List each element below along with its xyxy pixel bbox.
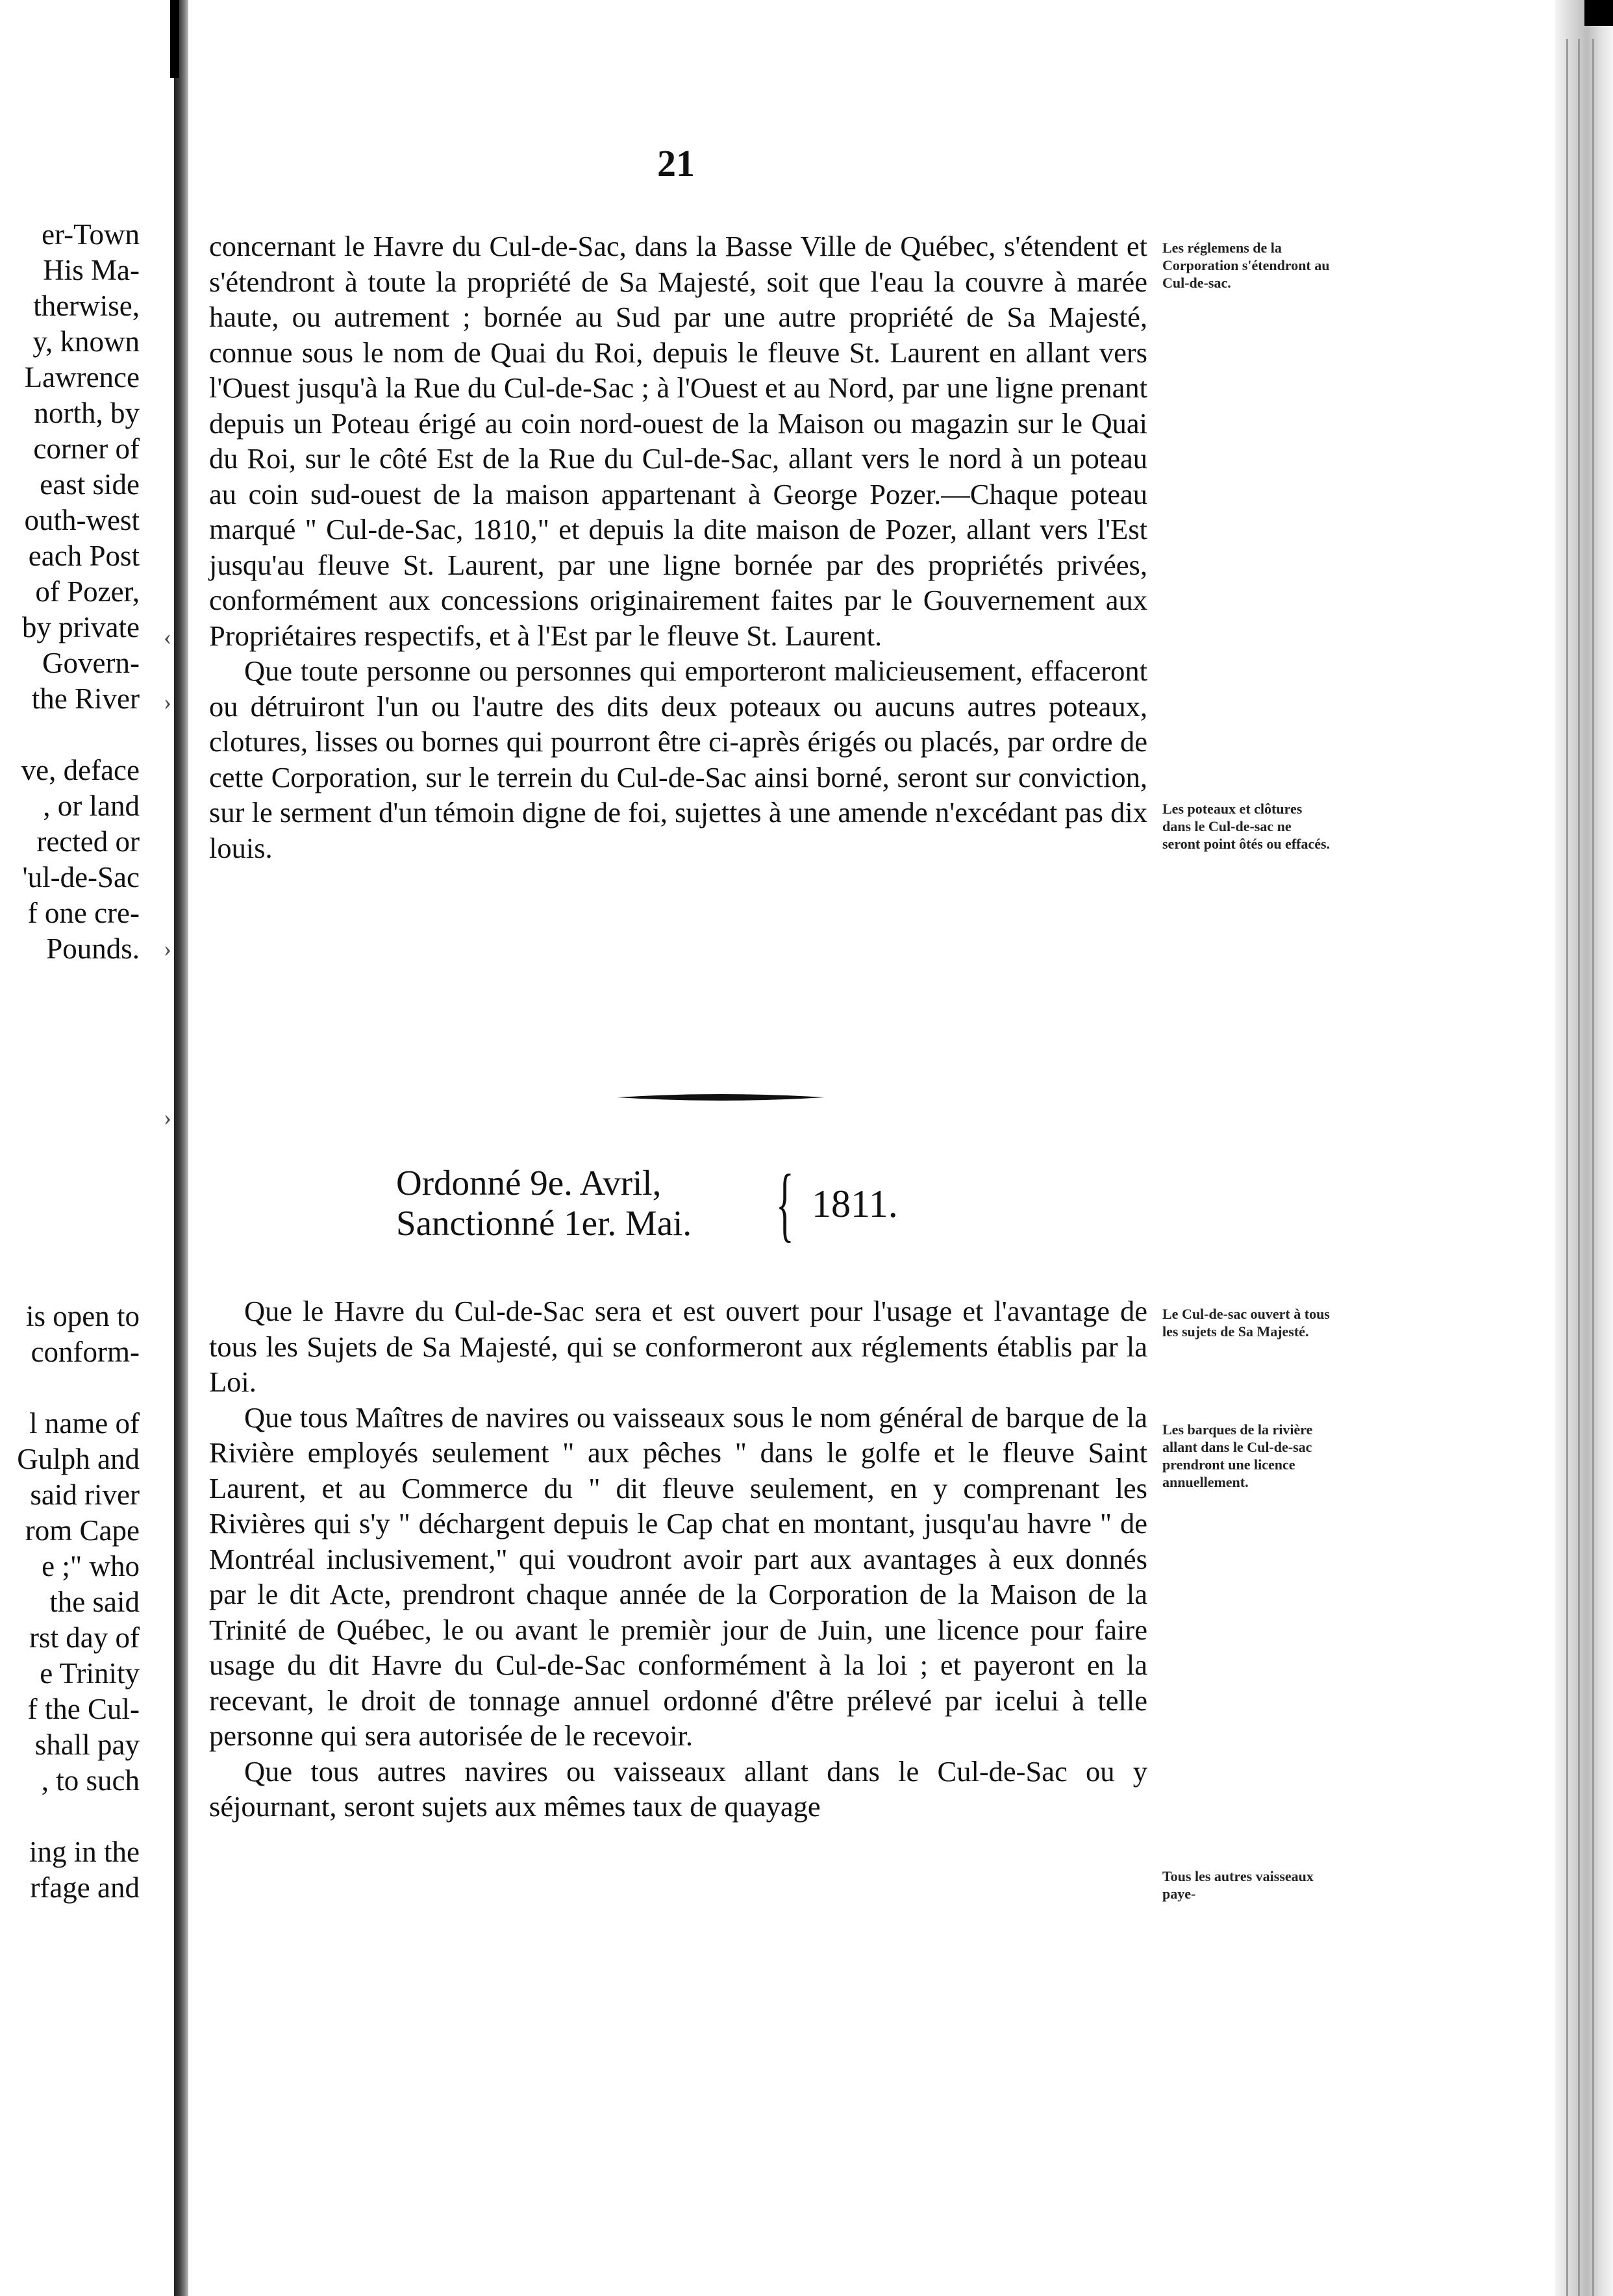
facing-page-line: conform-	[31, 1336, 140, 1368]
paragraph: Que toute personne ou personnes qui emporteront malicieusement, effaceront ou détruiront l'un ou l'autre des dits deux poteaux ou aucuns autres poteaux, clotures, lisses ou bornes qui pourront être ci-après érigés ou placés, par ordre de cette Corporation, sur le terrein du Cul-de-Sac ainsi borné, seront sur conviction, sur le serment d'un témoin digne de foi, sujettes à une amende n'excédant pas dix louis.	[209, 655, 1147, 864]
facing-page-line: l name of	[29, 1407, 140, 1440]
facing-page-line: Govern-	[42, 647, 140, 679]
facing-page-line: f the Cul-	[27, 1693, 140, 1725]
facing-page-line: e Trinity	[40, 1657, 140, 1690]
facing-page-line: outh-west	[24, 504, 140, 536]
facing-page-line	[0, 1799, 140, 1834]
facing-page-line: by private	[21, 611, 140, 643]
sanctioned-date: Sanctionné 1er. Mai.	[396, 1203, 692, 1243]
section-divider	[617, 1093, 825, 1102]
facing-page-line: of Pozer,	[35, 575, 140, 608]
year: 1811.	[812, 1182, 898, 1225]
page-edges	[1555, 0, 1613, 2296]
ordained-date: Ordonné 9e. Avril,	[396, 1163, 662, 1203]
facing-page-line: Pounds.	[46, 932, 140, 965]
facing-page-line: rst day of	[29, 1621, 140, 1654]
corner-shadow	[1584, 0, 1613, 26]
margin-note: Le Cul-de-sac ouvert à tous les sujets de Sa Majesté.	[1162, 1306, 1330, 1340]
facing-page-line: each Post	[28, 540, 140, 572]
facing-page-line: er-Town	[42, 218, 140, 251]
facing-page-line: corner of	[33, 432, 140, 465]
margin-mark: ‹	[164, 624, 171, 650]
facing-page-line: rfage and	[30, 1871, 140, 1904]
facing-page-text-lower	[0, 1299, 140, 1906]
facing-page-line: , or land	[43, 790, 140, 822]
margin-note: Les poteaux et clôtures dans le Cul-de-sac ne seront point ôtés ou effacés.	[1162, 801, 1331, 852]
facing-page-line: Lawrence	[24, 361, 140, 393]
paragraph: concernant le Havre du Cul-de-Sac, dans la Basse Ville de Québec, s'étendent et s'étendront à toute la propriété de Sa Majesté, soit que l'eau la couvre à marée haute, ou autrement ; bornée au Sud par une autre propriété de Sa Majesté, connue sous le nom de Quai du Roi, depuis le fleuve St. Laurent en allant vers l'Ouest jusqu'à la Rue du Cul-de-Sac ; à l'Ouest et au Nord, par une ligne prenant depuis un Poteau érigé au coin nord-ouest de la Maison ou magazin sur le Quai du Roi, sur le côté Est de la Rue du Cul-de-Sac, allant vers le nord à un poteau au coin sud-ouest de la maison appartenant à George Pozer.—Chaque poteau marqué " Cul-de-Sac, 1810," et depuis la dite maison de Pozer, allant vers l'Est jusqu'au fleuve St. Laurent, par une ligne bornée par des propriétés privées, conformément aux concessions originairement faites par le Gouvernement aux Propriétaires respectifs, et à l'Est par le fleuve St. Laurent.	[209, 230, 1147, 652]
margin-note: Tous les autres vaisseaux paye-	[1162, 1868, 1314, 1902]
facing-page-line: Gulph and	[17, 1443, 140, 1475]
paragraph: Que le Havre du Cul-de-Sac sera et est ouvert pour l'usage et l'avantage de tous les Sujets de Sa Majesté, qui se conformeront aux réglements établis par la Loi.	[209, 1295, 1147, 1398]
facing-page-line: ing in the	[29, 1836, 140, 1868]
spine-shadow	[170, 0, 179, 78]
paragraph: Que tous Maîtres de navires ou vaisseaux sous le nom général de barque de la Rivière employés seulement " aux pêches " dans le golfe et le fleuve Saint Laurent, et au Commerce du " dit fleuve seulement, en y comprenant les Rivières qui s'y " déchargent depuis le Cap chat en montant, jusqu'au havre " de Montréal inclusivement," qui voudront avoir part aux avantages à eux donnés par le dit Acte, prendront chaque année de la Corporation de la Maison de la Trinité de Québec, le ou avant le premièr jour de Juin, une licence pour faire usage du dit Havre du Cul-de-Sac conformément à la loi ; et payeront en la recevant, le droit de tonnage annuel ordonné d'être prélevé par icelui à telle personne qui sera autorisée de le recevoir.	[209, 1401, 1147, 1752]
brace-icon: {	[776, 1158, 794, 1250]
margin-mark: ›	[164, 689, 171, 715]
facing-page-line: f one cre-	[27, 897, 140, 929]
facing-page-line: the River	[31, 682, 140, 715]
main-text-section-1	[209, 229, 1147, 866]
facing-page-text-upper	[0, 217, 140, 967]
page-number: 21	[657, 142, 695, 184]
facing-page-line: His Ma-	[43, 254, 140, 286]
facing-page-line: shall pay	[34, 1728, 140, 1761]
facing-page-line: the said	[49, 1586, 140, 1618]
facing-page-line: rom Cape	[25, 1514, 140, 1547]
facing-page-line: is open to	[26, 1300, 140, 1332]
facing-page-line: north, by	[34, 397, 140, 429]
main-text-section-2	[209, 1293, 1147, 1825]
facing-page-line: said river	[30, 1479, 140, 1511]
facing-page-line: y, known	[32, 325, 140, 358]
facing-page-line	[0, 717, 140, 753]
facing-page-line: e ;" who	[42, 1550, 140, 1582]
facing-page-line: , to such	[41, 1764, 140, 1797]
facing-page-line: 'ul-de-Sac	[22, 861, 140, 893]
facing-page-line: east side	[40, 468, 140, 501]
facing-page-line	[0, 1370, 140, 1406]
margin-note: Les barques de la rivière allant dans le Cul-de-sac prendront une licence annuellement.	[1162, 1421, 1313, 1490]
facing-page-line: rected or	[36, 825, 140, 858]
facing-page-line: ve, deface	[21, 754, 140, 786]
facing-page-line: therwise,	[33, 290, 140, 322]
margin-mark: ›	[164, 936, 171, 962]
margin-note: Les réglemens de la Corporation s'étendront au Cul-de-sac.	[1162, 240, 1330, 291]
book-spine	[174, 0, 188, 2296]
paragraph: Que tous autres navires ou vaisseaux allant dans le Cul-de-Sac ou y séjournant, seront sujets aux mêmes taux de quayage	[209, 1754, 1147, 1823]
margin-mark: ›	[164, 1104, 171, 1130]
